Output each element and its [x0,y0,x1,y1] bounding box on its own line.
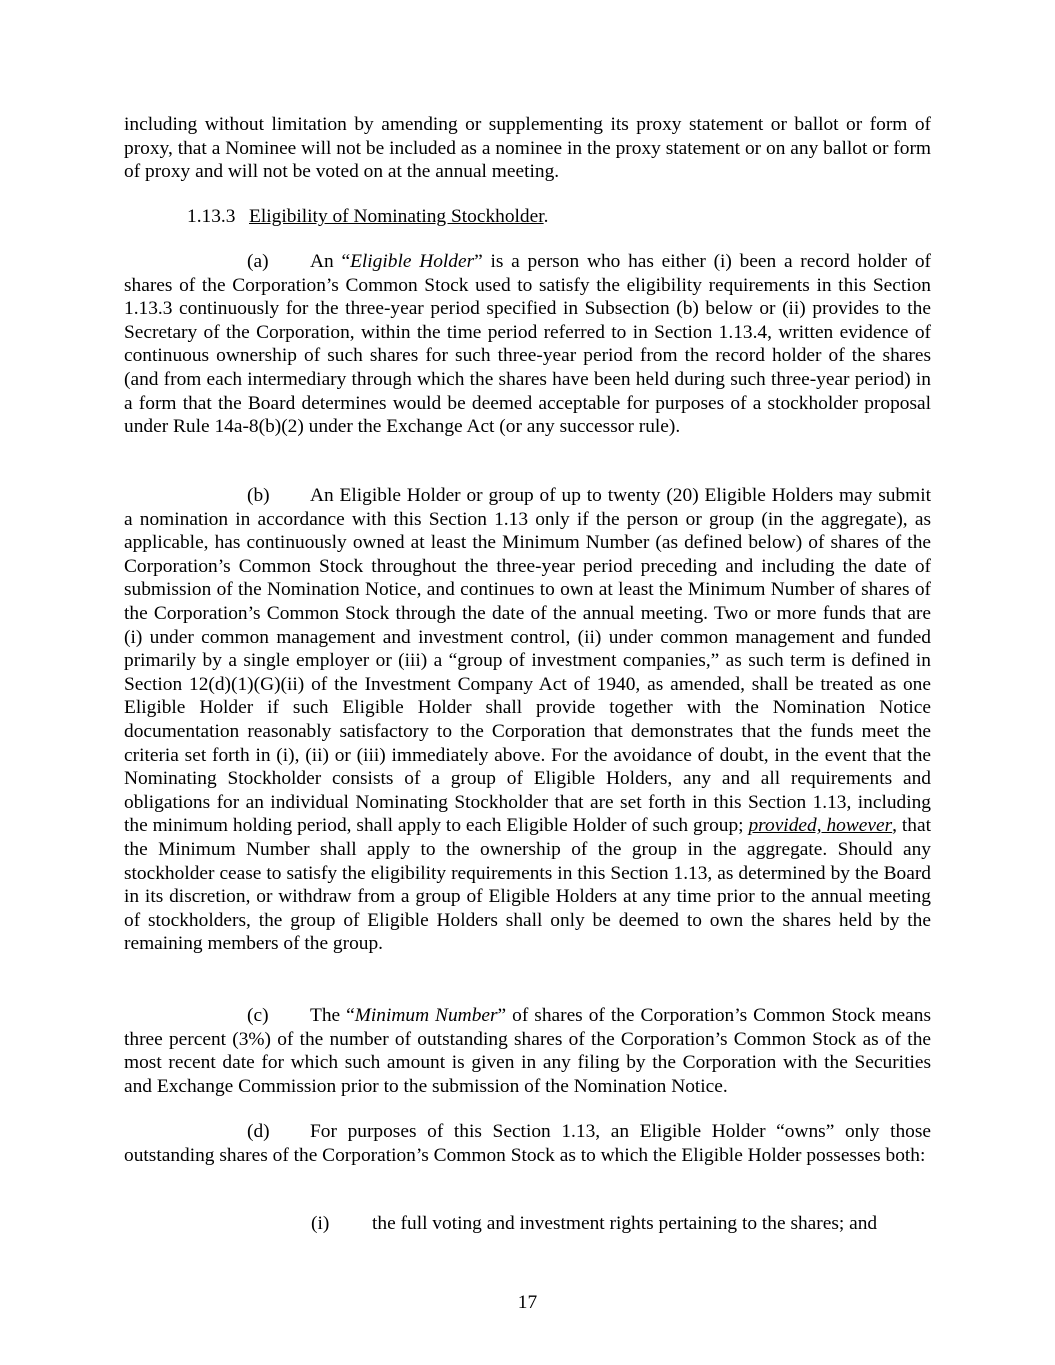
paragraph-c-label: (c) [247,1005,269,1026]
paragraph-a-lead: An “ [310,251,351,272]
paragraph-d-label: (d) [247,1121,270,1142]
paragraph-b-text-part1: An Eligible Holder or group of up to twenty (20) Eligible Holders may submit a nomination in accordance with this Section 1.13 only if the person or group (in the aggregate), as applicable, has continuously owned at least the Minimum Number (as defined below) of shares of the Corporation’s Common Stock throughout the three-year period preceding and including the date of submission of the Nomination Notice, and continues to own at least the Minimum Number of shares of the Corporation’s Common Stock through the date of the annual meeting. Two or more funds that are (i) under common management and investment control, (ii) under common management and funded primarily by a single employer or (iii) a “group of investment companies,” as such term is defined in Section 12(d)(1)(G)(ii) of the Investment Company Act of 1940, as amended, shall be treated as one Eligible Holder if such Eligible Holder shall provide together with the Nomination Notice documentation reasonably satisfactory to the Corporation that demonstrates that the funds meet the criteria set forth in (i), (ii) or (iii) immediately above. For the avoidance of doubt, in the event that the Nominating Stockholder consists of a group of Eligible Holders, any and all requirements and obligations for an individual Nominating Stockholder that are set forth in this Section 1.13, including the minimum holding period, shall apply to each Eligible Holder of such group; [124,485,931,837]
sub-item-i [311,1212,877,1236]
section-number: 1.13.3 [187,206,236,227]
intro-text: including without limitation by amending or supplementing its proxy statement or ballot or form of proxy, that a Nominee will not be included as a nominee in the proxy statement or on any ballot or form of proxy and will not be voted on at the annual meeting. [124,114,931,183]
paragraph-a-label: (a) [247,251,269,272]
sub-item-i-label: (i) [311,1213,330,1234]
sub-item-i-text: the full voting and investment rights pertaining to the shares; and [372,1213,878,1234]
section-heading [187,205,548,229]
intro-paragraph [124,113,931,184]
paragraph-c-text: ” of shares of the Corporation’s Common Stock means three percent (3%) of the number of outstanding shares of the Corporation’s Common Stock as of the most recent date for which such amount is given in any filing by the Corporation with the Securities and Exchange Commission prior to the submission of the Nomination Notice. [124,1005,932,1097]
paragraph-b-label: (b) [247,485,270,506]
paragraph-a [124,250,931,439]
paragraph-a-text: ” is a person who has either (i) been a record holder of shares of the Corporation’s Common Stock used to satisfy the eligibility requirements in this Section 1.13.3 continuously for the three-year period specified in Subsection (b) below or (ii) provides to the Secretary of the Corporation, within the time period referred to in Section 1.13.4, written evidence of continuous ownership of such shares for such three-year period from the record holder of the shares (and from each intermediary through which the shares have been held during such three-year period) in a form that the Board determines would be deemed acceptable for purposes of a stockholder proposal under Rule 14a-8(b)(2) under the Exchange Act (or any successor rule). [124,251,931,438]
paragraph-b-text-part2: , that the Minimum Number shall apply to the ownership of the group in the aggregate. Should any stockholder cease to satisfy the eligibility requirements in this Section 1.13, as determined by the Board in its discretion, or withdraw from a group of Eligible Holders at any time prior to the annual meeting of stockholders, the group of Eligible Holders shall only be deemed to own the shares held by the remaining members of the group. [124,815,931,955]
paragraph-d [124,1120,931,1167]
page-number: 17 [517,1292,538,1313]
section-title: Eligibility of Nominating Stockholder [249,206,544,227]
paragraph-c [124,1004,931,1098]
defined-term-eligible-holder: Eligible Holder [350,251,475,272]
defined-term-minimum-number: Minimum Number [354,1005,498,1026]
paragraph-b [124,484,931,956]
paragraph-c-lead: The “ [310,1005,355,1026]
section-title-end: . [543,206,549,227]
provided-however-emphasis: provided, however [748,815,893,837]
paragraph-d-text: For purposes of this Section 1.13, an Eligible Holder “owns” only those outstanding shares of the Corporation’s Common Stock as to which the Eligible Holder possesses both: [124,1121,931,1166]
